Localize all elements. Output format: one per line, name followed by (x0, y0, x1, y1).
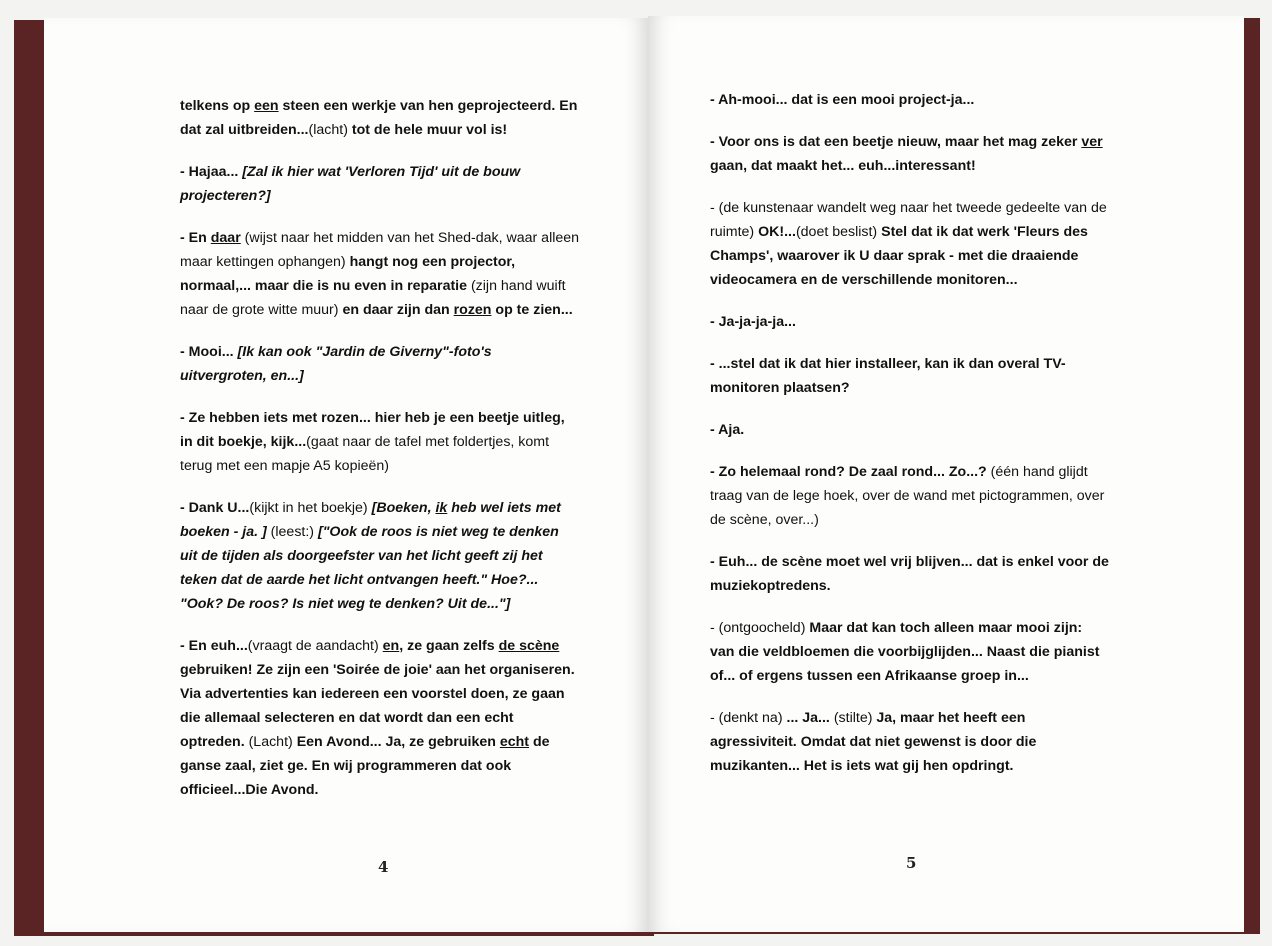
paragraph (710, 418, 1110, 442)
text-run: [Boeken, (371, 500, 436, 516)
text-run: (gaat naar de tafel met foldertjes, komt terug met een mapje A5 kopieën) (180, 434, 550, 474)
text-run: (lacht) (308, 122, 348, 138)
text-run: een (254, 98, 279, 114)
text-run: echt (499, 734, 530, 750)
right-page-text (710, 88, 1110, 796)
text-run: - Ah-mooi... dat is een mooi project-ja... (710, 92, 975, 108)
text-run: (doet beslist) (795, 224, 882, 240)
text-run: - Dank U... (180, 500, 250, 516)
text-run: steen een werkje van hen geprojecteerd. En dat zal uitbreiden... (180, 98, 578, 138)
text-run: - En euh... (180, 638, 248, 654)
paragraph (710, 706, 1110, 778)
text-run: ["Ook de roos is niet weg te denken uit de tijden als doorgeefster van het licht geeft zij het teken dat de aarde het licht ontvangen heeft." Hoe?... "Ook? De roos? Is niet weg te denken? Uit de..."] (180, 524, 559, 612)
paragraph (710, 88, 1110, 112)
text-run: hangt nog een projector, normaal,... maar die is nu even in reparatie (180, 254, 516, 294)
text-run: [Ik kan ook "Jardin de Giverny"-foto's uitvergroten, en...] (180, 344, 492, 384)
text-run: ... Ja... (786, 710, 830, 726)
paragraph (180, 496, 580, 616)
text-run: ik (435, 500, 448, 516)
left-page (44, 18, 648, 932)
paragraph (710, 352, 1110, 400)
text-run: (vraagt de aandacht) (247, 638, 383, 654)
text-run: - Hajaa... (180, 164, 243, 180)
text-run: rozen (453, 302, 492, 318)
text-run: de scène (498, 638, 560, 654)
text-run: - (ontgoocheld) (710, 620, 810, 636)
text-run: (zijn hand wuift naar de grote witte muur) (180, 278, 566, 318)
paragraph (180, 226, 580, 322)
text-run: ver (1081, 134, 1103, 150)
paragraph (180, 160, 580, 208)
text-run: daar (210, 230, 241, 246)
paragraph (710, 550, 1110, 598)
text-run: Maar dat kan toch alleen maar mooi zijn: van die veldbloemen die voorbijglijden... Naast die pianist of... of ergens tussen een Afrikaanse groep in... (710, 620, 1100, 684)
left-page-number: 4 (378, 858, 389, 876)
paragraph (710, 196, 1110, 292)
right-page-number: 5 (906, 854, 917, 872)
text-run: - Euh... de scène moet wel vrij blijven... dat is enkel voor de muziekoptredens. (710, 554, 1109, 594)
text-run: Stel dat ik dat werk 'Fleurs des Champs', waarover ik U daar sprak - met die draaiende videocamera en de verschillende monitoren... (710, 224, 1088, 288)
text-run: (leest:) (266, 524, 318, 540)
text-run: tot de hele muur vol is! (347, 122, 508, 138)
text-run: de ganse zaal, ziet ge. En wij programmeren dat ook officieel...Die Avond. (180, 734, 550, 798)
text-run: - ...stel dat ik dat hier installeer, kan ik dan overal TV-monitoren plaatsen? (710, 356, 1066, 396)
text-run: telkens op (180, 98, 255, 114)
text-run: heb wel iets met boeken - ja. ] (180, 500, 561, 540)
paragraph (180, 94, 580, 142)
left-page-text (180, 94, 580, 820)
text-run: - Ja-ja-ja-ja... (710, 314, 796, 330)
paragraph (710, 616, 1110, 688)
text-run: Ja, maar het heeft een agressiviteit. Omdat dat niet gewenst is door die muzikanten... Het is iets wat gij hen opdringt. (710, 710, 1037, 774)
text-run: OK!... (758, 224, 796, 240)
text-run: (Lacht) (244, 734, 297, 750)
right-page (648, 16, 1244, 932)
text-run: - Aja. (710, 422, 745, 438)
text-run: - Ze hebben iets met rozen... hier heb je een beetje uitleg, in dit boekje, kijk... (180, 410, 565, 450)
paragraph (180, 406, 580, 478)
text-run: - Mooi... (180, 344, 238, 360)
text-run: - (de kunstenaar wandelt weg naar het tweede gedeelte van de ruimte) (710, 200, 1107, 240)
text-run: - (denkt na) (710, 710, 787, 726)
text-run: Een Avond... Ja, ze gebruiken (296, 734, 500, 750)
paragraph (710, 310, 1110, 334)
text-run: - Zo helemaal rond? De zaal rond... Zo...? (710, 464, 987, 480)
paragraph (180, 634, 580, 802)
text-run: en (382, 638, 400, 654)
text-run: gebruiken! Ze zijn een 'Soirée de joie' aan het organiseren. Via advertenties kan iedereen een voorstel doen, ze gaan die allemaal selecteren en dat wordt dan een echt optreden. (180, 662, 575, 750)
paragraph (710, 130, 1110, 178)
text-run: (één hand glijdt traag van de lege hoek, over de wand met pictogrammen, over de scène, over...) (710, 464, 1105, 528)
text-run: [Zal ik hier wat 'Verloren Tijd' uit de bouw projecteren?] (180, 164, 521, 204)
text-run: en daar zijn dan (342, 302, 454, 318)
text-run: (kijkt in het boekje) (249, 500, 372, 516)
text-run: - Voor ons is dat een beetje nieuw, maar het mag zeker (710, 134, 1082, 150)
text-run: op te zien... (491, 302, 573, 318)
text-run: - En (180, 230, 211, 246)
paragraph (180, 340, 580, 388)
text-run: (wijst naar het midden van het Shed-dak, waar alleen maar kettingen ophangen) (180, 230, 580, 270)
text-run: , ze gaan zelfs (399, 638, 499, 654)
text-run: gaan, dat maakt het... euh...interessant! (710, 158, 976, 174)
text-run: (stilte) (829, 710, 877, 726)
paragraph (710, 460, 1110, 532)
